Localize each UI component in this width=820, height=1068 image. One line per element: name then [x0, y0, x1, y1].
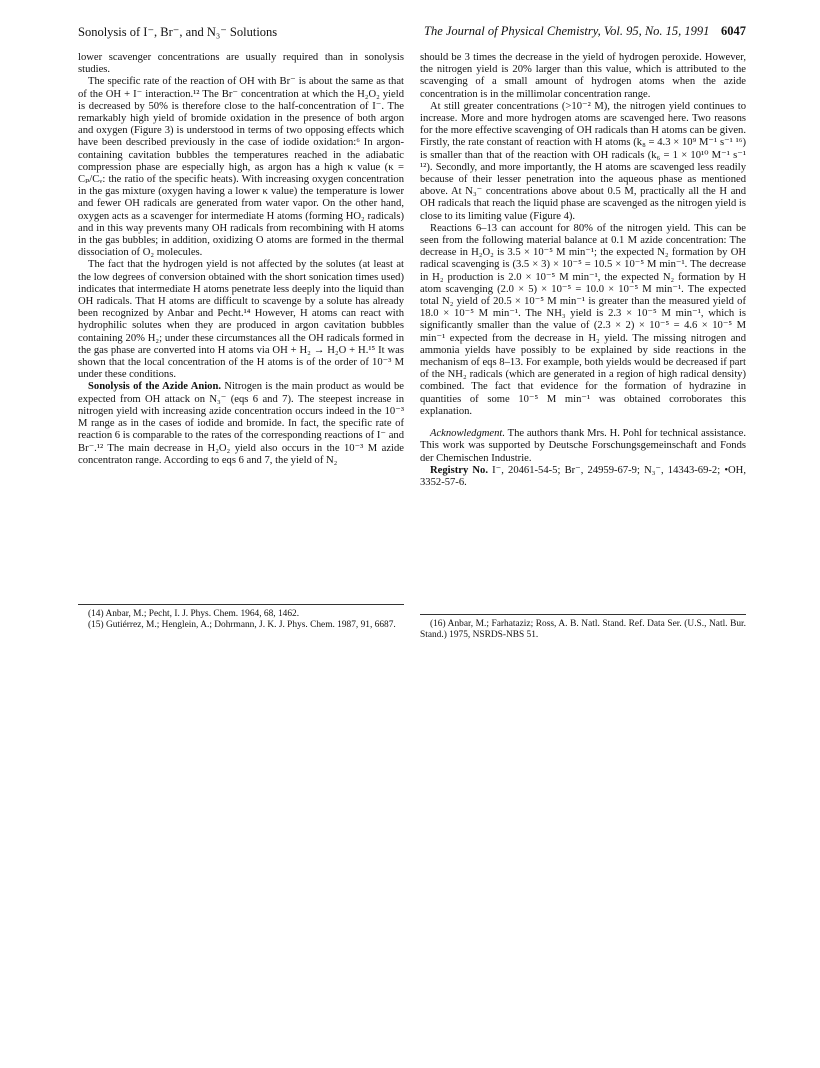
page-number: 6047: [721, 24, 746, 38]
paragraph-2: The specific rate of the reaction of OH with Br⁻ is about the same as that of the OH + I⁻ interaction.¹² The Br⁻ concentration at which the H₂O₂ yield is decreased by 50% is therefore close to the half-concentration of I⁻. The remarkably high yield of bromide oxidation in the presence of both argon and oxygen (Figure 3) is understood in terms of two opposing effects which have been described previously in the case of iodide oxidation:⁶ In argon-containing cavitation bubbles the temperatures reached in the adiabatic compression phase are especially high, as argon has a high κ value (κ = Cₚ/Cᵥ: the ratio of the specific heats). With increasing oxygen concentration in the gas mixture (oxygen having a lower κ value) the temperature is lower and fewer OH radicals are generated from water vapor. On the other hand, oxygen acts as a scavenger for intermediate H atoms (forming HO₂ radicals) and in this way prevents many OH radicals from recombining with H atoms in the gas bubbles; in addition, oxidizing O atoms are formed in the thermal dissociation of O₂ molecules.: [78, 76, 404, 259]
registry-label: Registry No.: [430, 464, 488, 476]
footnotes-right: [420, 614, 746, 641]
paragraph-4-body: Nitrogen is the main product as would be expected from OH attack on N₃⁻ (eqs 6 and 7). The steepest increase in nitrogen yield with increasing azide concentration occurs indeed in the 10⁻³ M range as in the cases of iodide and bromide. In fact, the specific rate of reaction 6 is comparable to the rates of the corresponding reactions of I⁻ and Br⁻.¹² The main decrease in H₂O₂ yield also occurs in the 10⁻³ M azide concentraton range. According to eqs 6 and 7, the yield of N₂: [78, 381, 404, 466]
footnote-15: (15) Gutiérrez, M.; Henglein, A.; Dohrmann, J. K. J. Phys. Chem. 1987, 91, 6687.: [88, 620, 396, 630]
footnote-16: (16) Anbar, M.; Farhataziz; Ross, A. B. Natl. Stand. Ref. Data Ser. (U.S., Natl. Bur. Stand.) 1975, NSRDS-NBS 51.: [420, 619, 746, 640]
running-title: Sonolysis of I⁻, Br⁻, and N₃⁻ Solutions: [78, 25, 278, 39]
acknowledgment: [420, 428, 746, 465]
page-header: [78, 24, 746, 40]
registry-body: I⁻, 20461-54-5; Br⁻, 24959-67-9; N₃⁻, 14343-69-2; •OH, 3352-57-6.: [420, 464, 746, 488]
paragraph-1: lower scavenger concentrations are usually required than in sonolysis studies.: [78, 52, 404, 76]
footnote-divider: [420, 614, 746, 615]
acknowledgment-body: The authors thank Mrs. H. Pohl for technical assistance. This work was supported by Deutsche Forschungsgemeinschaft and Fonds der Chemischen Industrie.: [420, 428, 746, 464]
acknowledgment-label: Acknowledgment.: [430, 428, 506, 440]
journal-citation: The Journal of Physical Chemistry, Vol. 95, No. 15, 1991: [424, 24, 710, 38]
section-heading-azide: Sonolysis of the Azide Anion.: [88, 381, 222, 393]
paragraph-r3: Reactions 6–13 can account for 80% of the nitrogen yield. This can be seen from the following material balance at 0.1 M azide concentration: The decrease in H₂O₂ is 3.5 × 10⁻⁵ M min⁻¹; the expected N₂ formation by OH radical scavenging is (3.5 × 3) × 10⁻⁵ = 10.5 × 10⁻⁵ M min⁻¹. The decrease in H₂ production is 2.0 × 10⁻⁵ M min⁻¹, the expected N₂ formation by H atom scavenging (2.0 × 5) × 10⁻⁵ = 10.0 × 10⁻⁵ M min⁻¹. The expected total N₂ yield of 20.5 × 10⁻⁵ M min⁻¹ is greater than the measured yield of 18.0 × 10⁻⁵ M min⁻¹. The NH₃ yield is 2.3 × 10⁻⁵ M min⁻¹, which is significantly smaller than the value of (2.3 × 2) × 10⁻⁵ = 4.6 × 10⁻⁵ M min⁻¹ expected from the decrease in H₂ yield. The missing nitrogen and ammonia yields have possibly to be explained by side reactions in the mechanism of eqs 8–13. For example, both yields would be decreased if part of the NH₂ radicals (which are generated in a region of high radical density) combined. The fact that evidence for the formation of hydrazine in quantities of some 10⁻⁵ M min⁻¹ was obtained corroborates this explanation.: [420, 222, 746, 417]
left-column: [78, 52, 404, 467]
footnotes-left: [78, 604, 404, 631]
footnote-divider: [78, 604, 404, 605]
footnote-14: (14) Anbar, M.; Pecht, I. J. Phys. Chem. 1964, 68, 1462.: [88, 609, 300, 619]
paragraph-r1: should be 3 times the decrease in the yield of hydrogen peroxide. However, the nitrogen yield is 20% larger than this value, which is attributed to the scavenging of a small amount of hydrogen atoms when the azide concentration is in the millimolar concentration range.: [420, 52, 746, 100]
right-column: [420, 52, 746, 489]
paragraph-r2: At still greater concentrations (>10⁻² M), the nitrogen yield continues to increase. More and more hydrogen atoms are scavenged here. Two reasons for the more effective scavenging of OH radicals than H atoms can be given. Firstly, the rate constant of reaction with H atoms (k₈ = 4.3 × 10⁹ M⁻¹ s⁻¹ ¹⁶) is smaller than that of the reaction with OH radicals (k₆ = 1 × 10¹⁰ M⁻¹ s⁻¹ ¹²). Secondly, and more importantly, the H atoms are scavenged less readily because of their lesser penetration into the aqueous phase as mentioned above. At N₃⁻ concentrations above about 0.5 M, practically all the H and OH radicals that reach the liquid phase are scavenged as the nitrogen yield is close to its limiting value (Figure 4).: [420, 100, 746, 222]
paragraph-4: [78, 381, 404, 466]
paragraph-3: The fact that the hydrogen yield is not affected by the solutes (at least at the low degrees of conversion obtained with the short sonication times used) indicates that intermediate H atoms penetrate less deeply into the liquid than OH radicals. That H atoms are difficult to scavenge by a solute has already been recognized by Anbar and Pecht.¹⁴ However, H atoms can react with hydrophilic solutes when they are produced in argon cavitation bubbles containing 20% H₂; under these circumstances all the OH radicals formed in the gas phase are converted into H atoms via OH + H₂ → H₂O + H.¹⁵ It was shown that the local concentration of the H atoms is of the order of 10⁻³ M under these conditions.: [78, 259, 404, 381]
registry: [420, 465, 746, 489]
